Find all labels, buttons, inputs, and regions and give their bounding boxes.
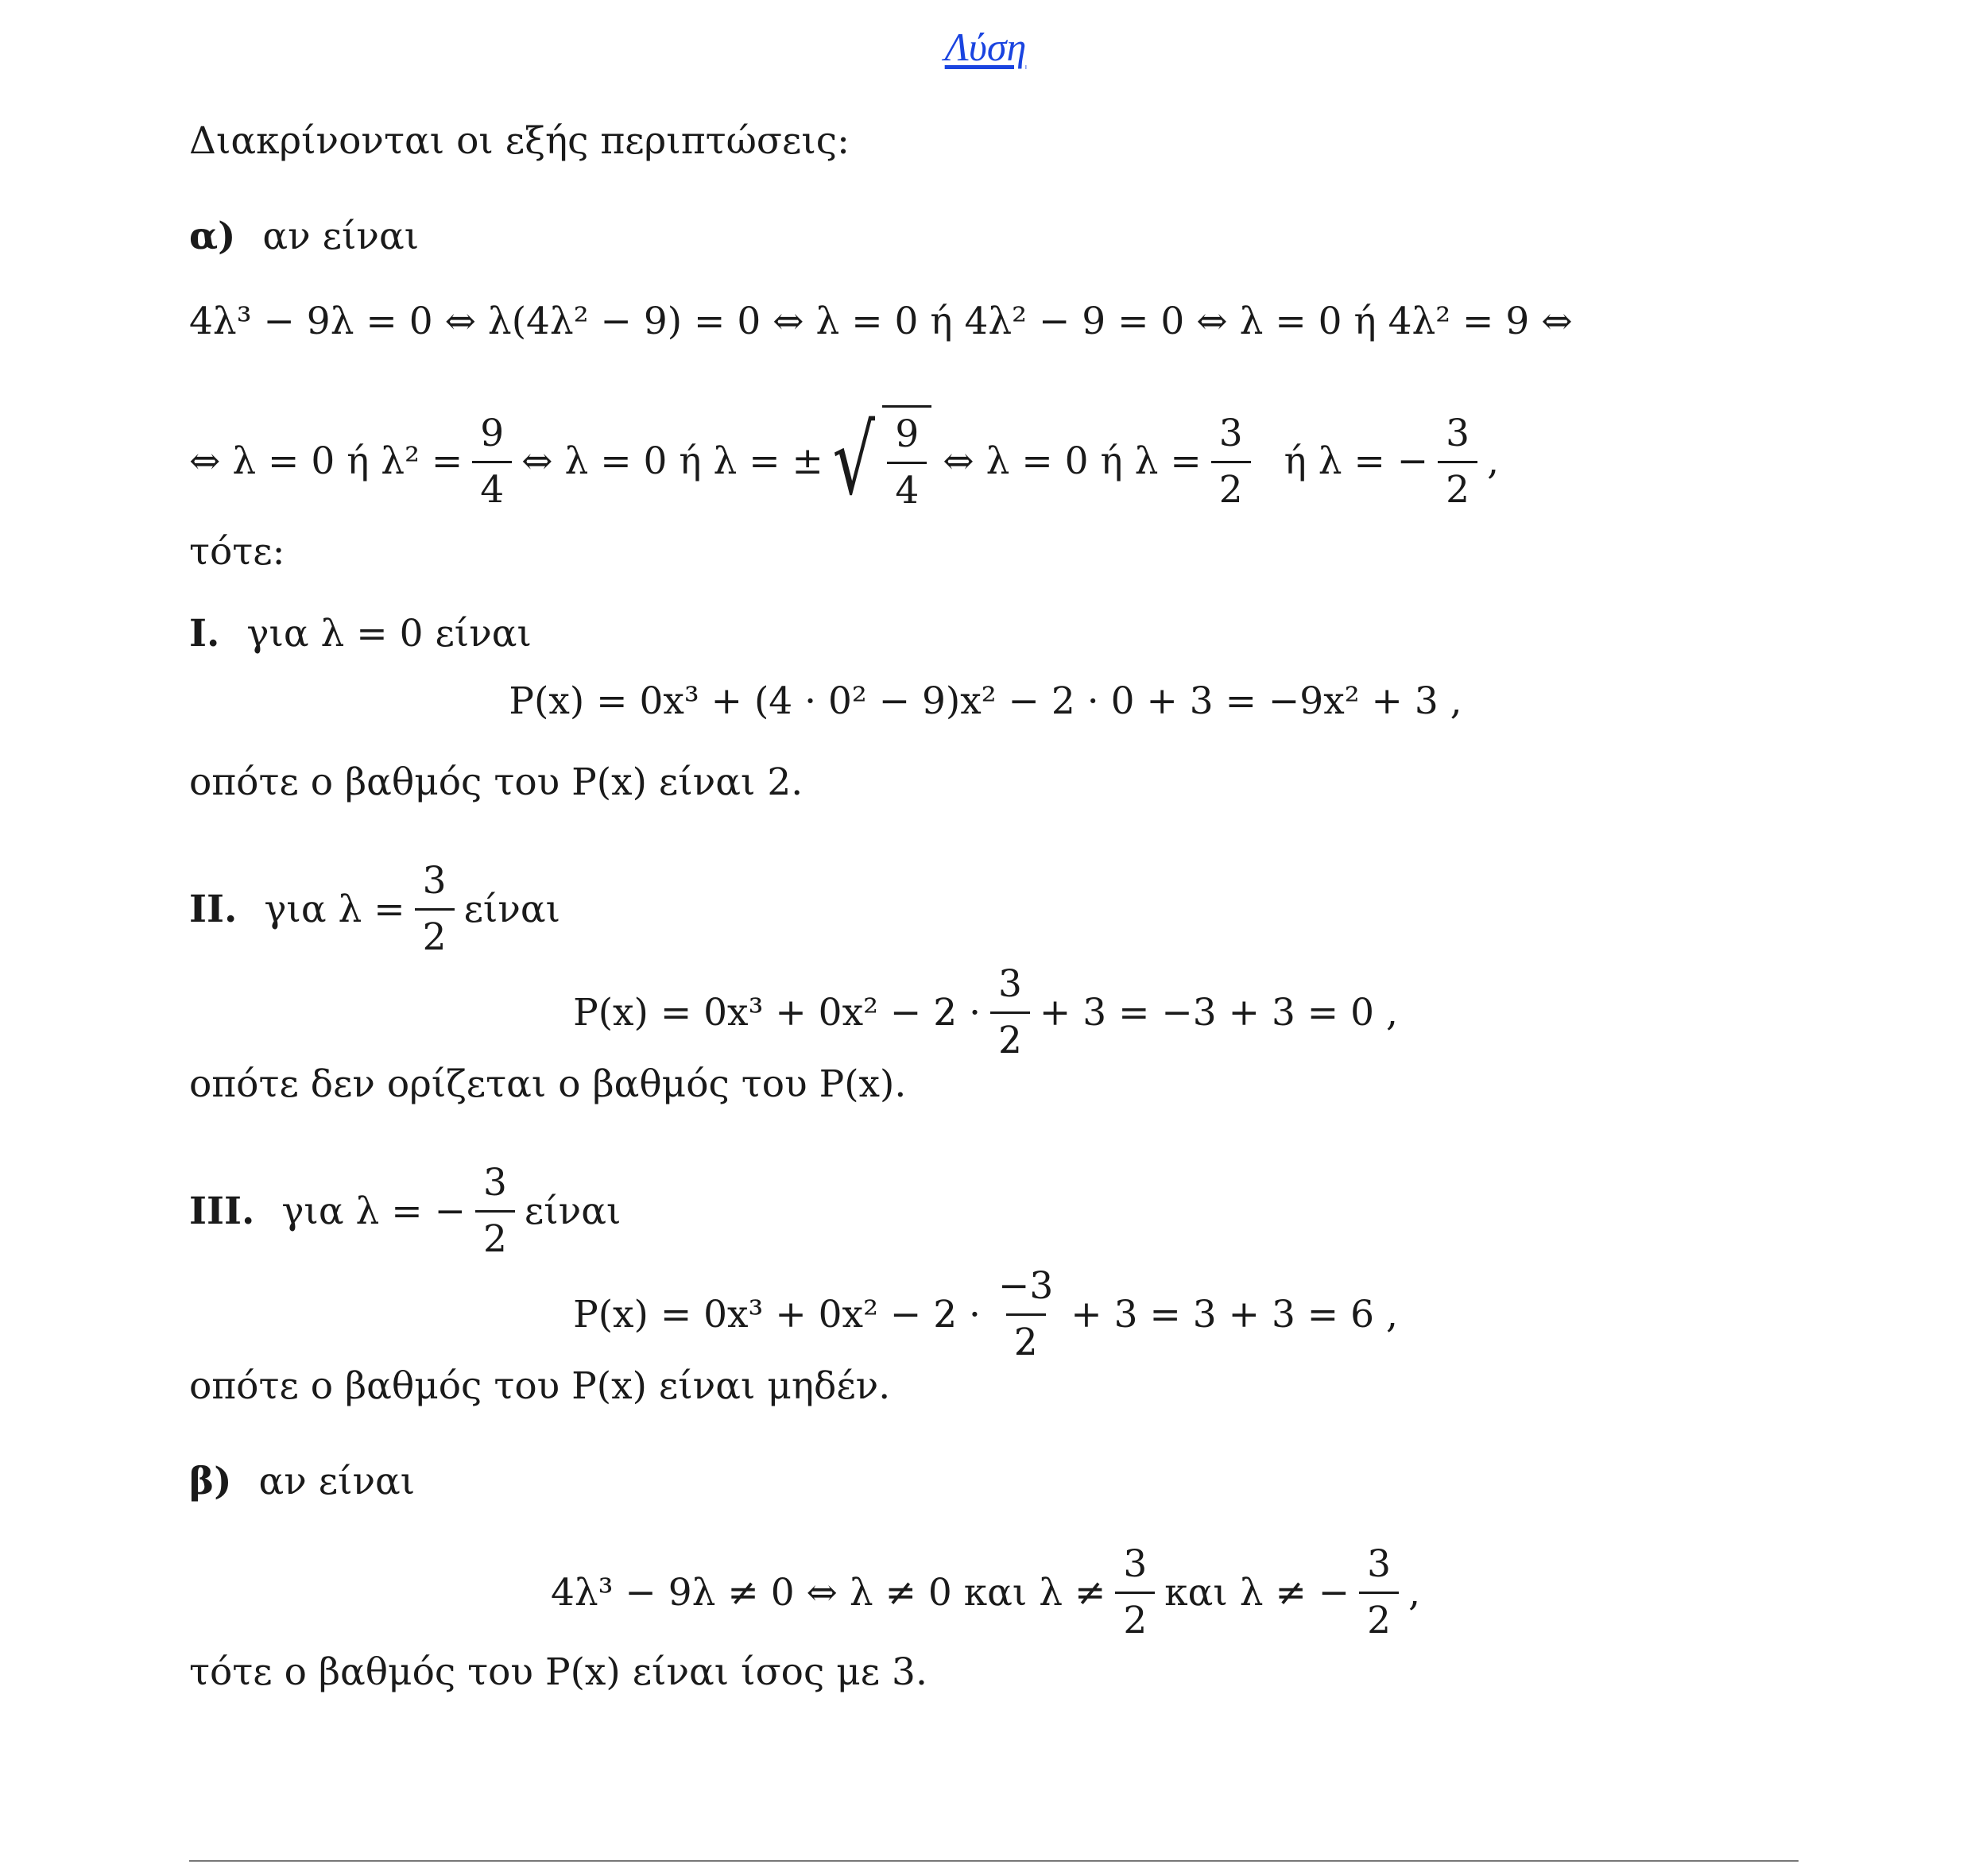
case-1-heading bbox=[189, 610, 532, 658]
case-2-equation: P(x) = 0x³ + 0x² − 2 · $\frac{3}{2}$ + 3 = −3 + 3 = 0 , bbox=[0, 957, 1971, 1068]
case-3-equation: P(x) = 0x³ + 0x² − 2 · $\frac{-3}{2}$ + 3 = 3 + 3 = 6 , bbox=[0, 1259, 1971, 1370]
case-3-heading: III. για λ = − $\frac{3}{2}$ είναι bbox=[189, 1156, 621, 1267]
cancelled-two: 2 bbox=[933, 989, 957, 1037]
case-2-fraction: $\frac{3}{2}$ bbox=[415, 854, 455, 965]
part-b-label: β) bbox=[189, 1460, 232, 1503]
intro-text: Διακρίνονται οι εξής περιπτώσεις: bbox=[189, 119, 850, 163]
cancelled-two: 2 bbox=[933, 1291, 957, 1339]
footer-divider bbox=[189, 1860, 1799, 1862]
eq2-square-root: √ $\frac{9}{4}$ bbox=[823, 405, 931, 518]
case-2-heading: II. για λ = $\frac{3}{2}$ είναι bbox=[189, 854, 560, 965]
cancelled-two-denominator: 2 bbox=[998, 1014, 1022, 1068]
part-a-text: αν είναι bbox=[262, 215, 420, 258]
case-2-conclusion: οπότε δεν ορίζεται ο βαθμός του P(x). bbox=[189, 1062, 907, 1106]
part-a-heading bbox=[189, 213, 419, 261]
cancelled-two-denominator: 2 bbox=[1014, 1316, 1038, 1370]
eq2-part-b: ⇔ λ = 0 ή λ = ± bbox=[521, 439, 823, 483]
case-3-fraction: $\frac{3}{2}$ bbox=[475, 1156, 515, 1267]
part-b-conclusion: τότε ο βαθμός του P(x) είναι ίσος με 3. bbox=[189, 1650, 927, 1694]
case-1-conclusion: οπότε ο βαθμός του P(x) είναι 2. bbox=[189, 760, 804, 804]
solution-title[interactable]: Λύση bbox=[944, 25, 1027, 69]
case-1-equation: P(x) = 0x³ + (4 · 0² − 9)x² − 2 · 0 + 3 = −9x² + 3 , bbox=[509, 679, 1462, 723]
equation-2: ⇔ λ = 0 ή λ² = $\frac{9}{4}$ ⇔ λ = 0 ή λ = ± √ $\frac{9}{4}$ ⇔ λ = 0 ή λ = $\frac{3}{2}$ ή λ = − $\frac{3}{2}$ , bbox=[189, 406, 1500, 516]
eq2-fraction-3: $\frac{3}{2}$ bbox=[1438, 407, 1477, 517]
eq2-fraction-1: $\frac{9}{4}$ bbox=[472, 407, 512, 517]
case-1-label: I. bbox=[189, 612, 220, 656]
case-3-conclusion: οπότε ο βαθμός του P(x) είναι μηδέν. bbox=[189, 1364, 891, 1408]
tote-text: τότε: bbox=[189, 530, 285, 574]
sqrt-symbol: √ bbox=[832, 406, 875, 516]
part-b-heading: β) αν είναι bbox=[189, 1458, 415, 1506]
eq2-part-a: ⇔ λ = 0 ή λ² = bbox=[189, 439, 463, 483]
part-b-equation: 4λ³ − 9λ ≠ 0 ⇔ λ ≠ 0 και λ ≠ $\frac{3}{2}$ και λ ≠ − $\frac{3}{2}$ , bbox=[0, 1538, 1971, 1648]
part-a-label: α) bbox=[189, 215, 236, 258]
case-2-label: II. bbox=[189, 887, 238, 931]
case-1-text: για λ = 0 είναι bbox=[246, 612, 532, 656]
eq2-part-d: ή λ = − bbox=[1284, 439, 1429, 483]
equation-1: 4λ³ − 9λ = 0 ⇔ λ(4λ² − 9) = 0 ⇔ λ = 0 ή 4λ² − 9 = 0 ⇔ λ = 0 ή 4λ² = 9 ⇔ bbox=[189, 300, 1573, 343]
eq2-fraction-2: $\frac{3}{2}$ bbox=[1211, 407, 1251, 517]
case-3-label: III. bbox=[189, 1189, 255, 1233]
eq2-part-c: ⇔ λ = 0 ή λ = bbox=[943, 439, 1202, 483]
